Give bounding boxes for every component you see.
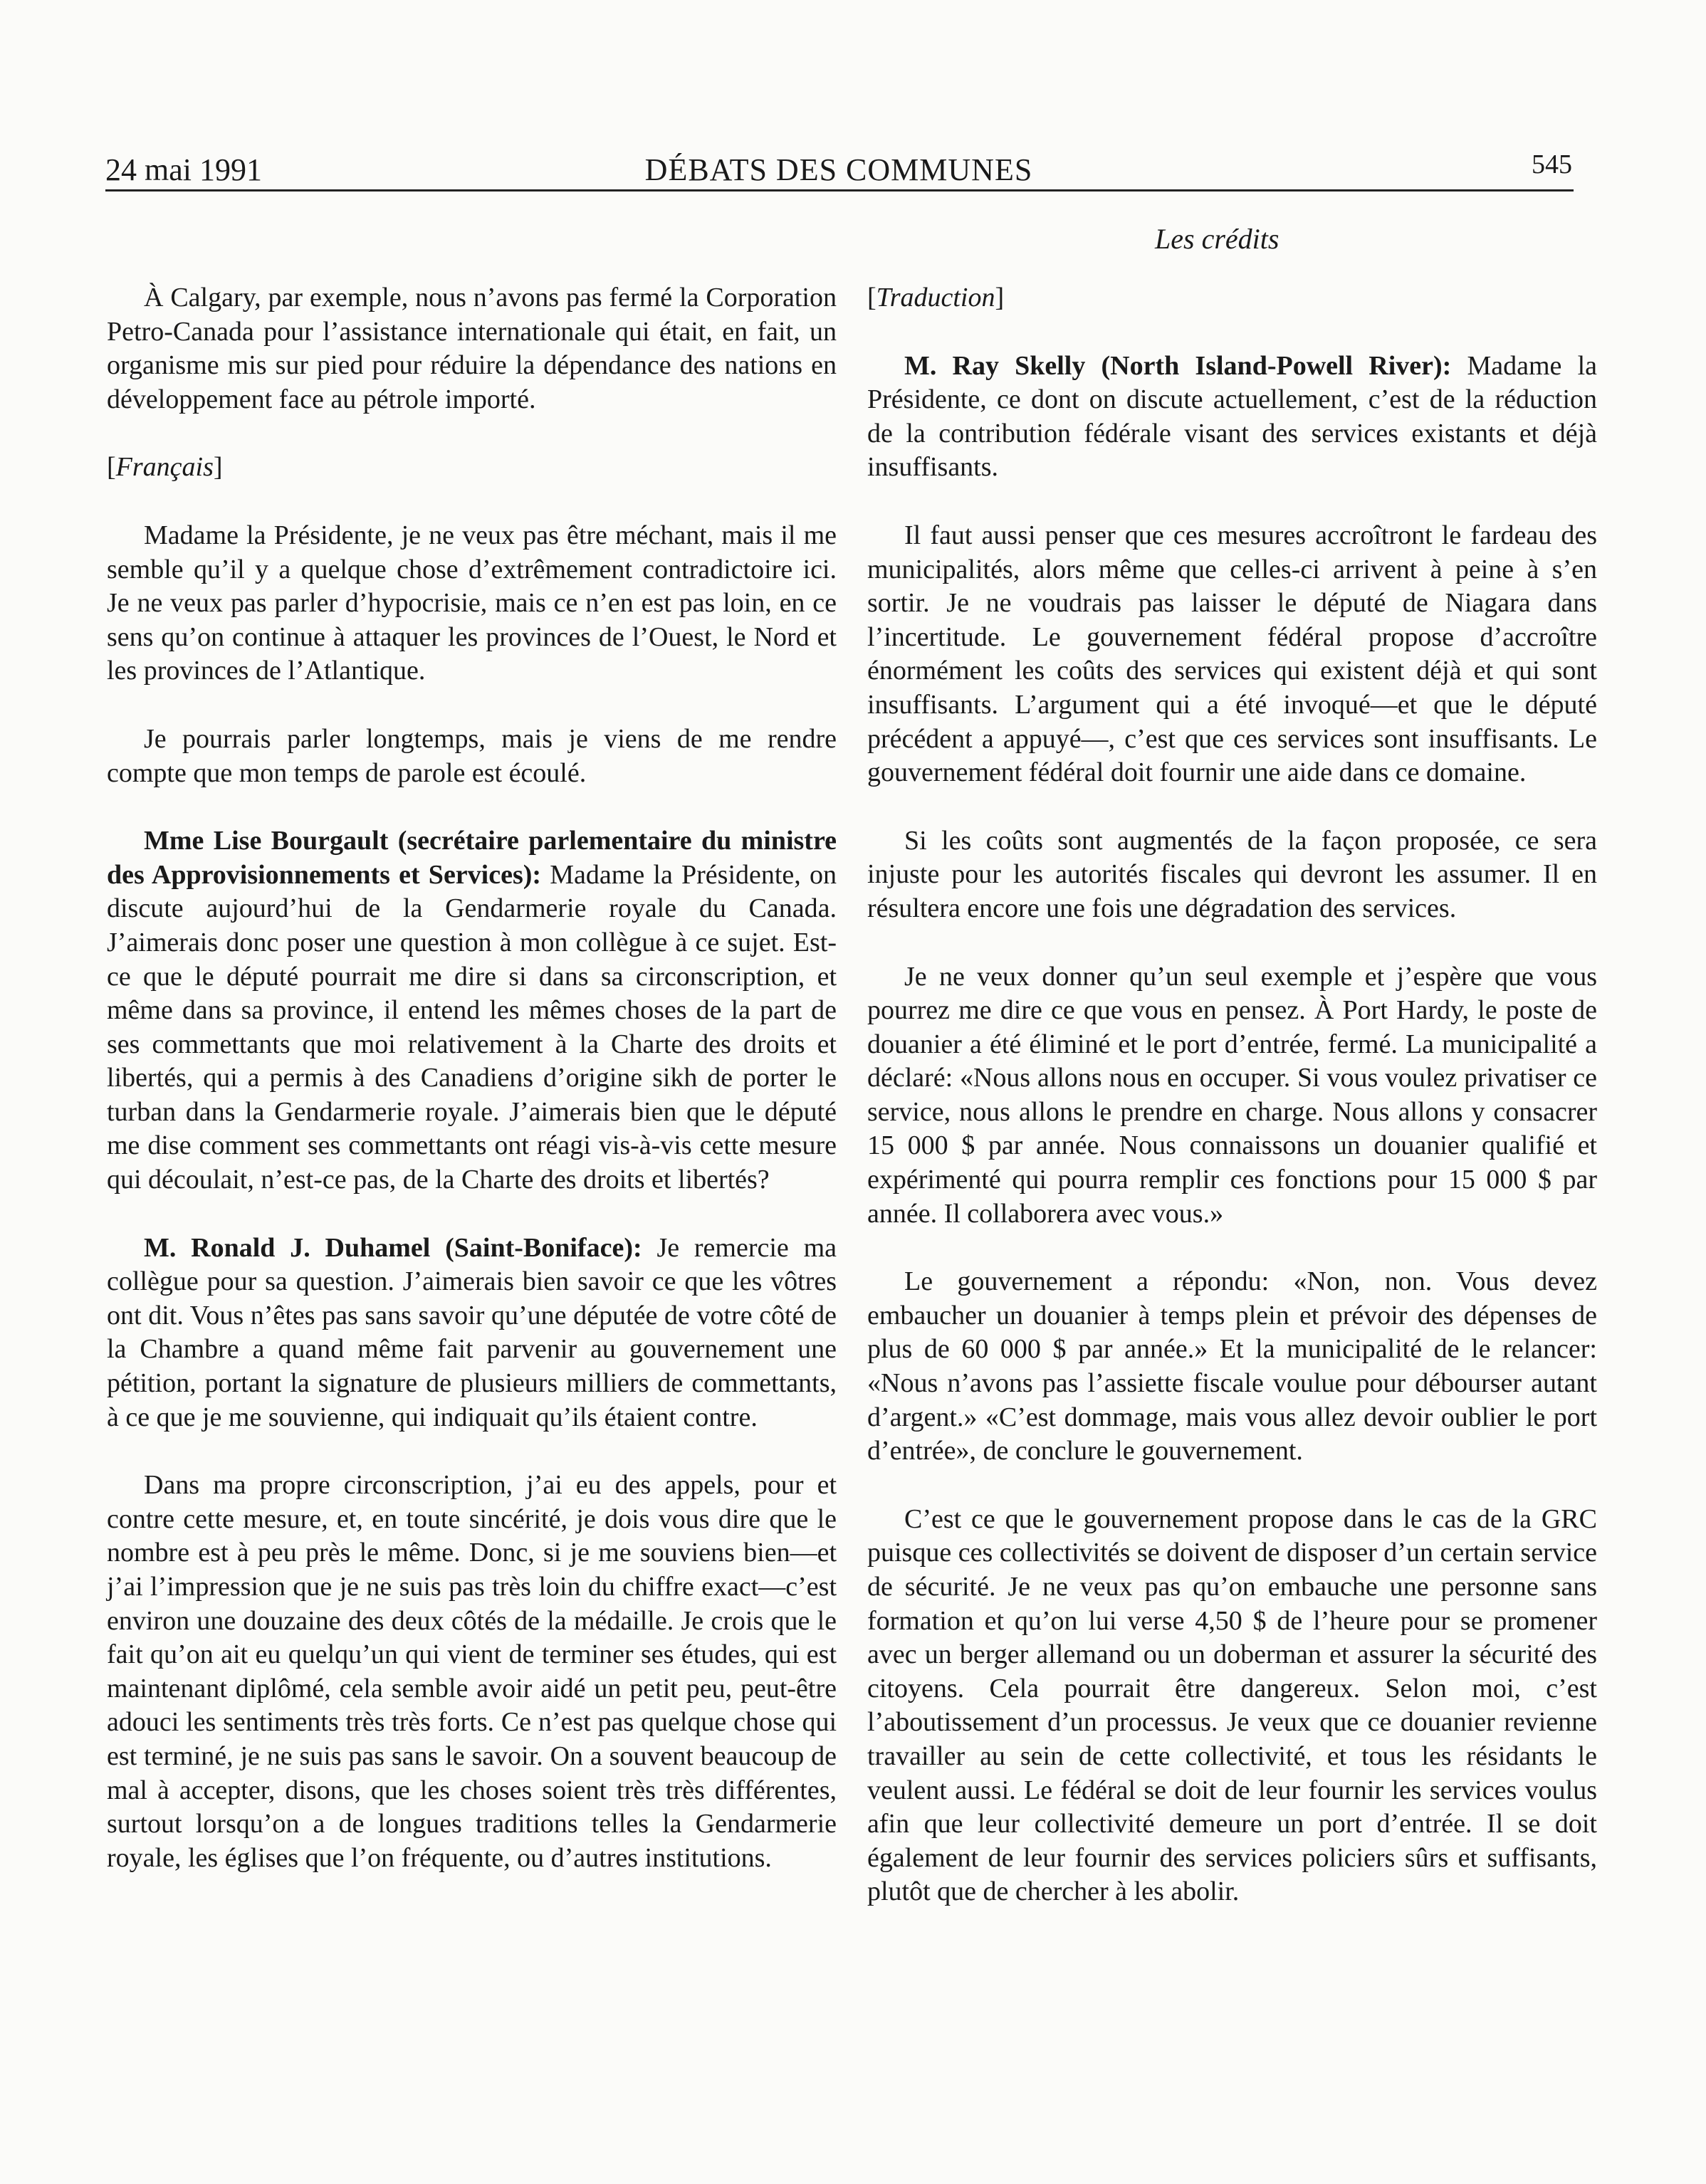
paragraph: Je ne veux donner qu’un seul exemple et j’espère que vous pourrez me dire ce que vous en pensez. À Port Hardy, le poste de douanier a été éliminé et le port d’entrée, fermé. La municipalité a déclaré: «Nous allons nous en occuper. Si vous voulez privatiser ce service, nous allons le prendre en charge. Nous allons y consacrer 15 000 $ par année. Nous connaissons un douanier qualifié et expérimenté qui pourra remplir ces fonctions pour 15 000 $ par année. Il collaborera avec vous.» — [867, 961, 1597, 1229]
paragraph: Dans ma propre circonscription, j’ai eu des appels, pour et contre cette mesure, et, en toute sincérité, je dois vous dire que le nombre est à peu près le même. Donc, si je me souviens bien—et j’ai l’impression que je ne suis pas très loin du chiffre exact—c’est environ une douzaine des deux côtés de la médaille. Je crois que le fait qu’on ait eu quelqu’un qui vient de terminer ses études, qui est maintenant diplômé, cela semble avoir aidé un petit peu, peut-être adouci les sentiments très très forts. Ce n’est pas quelque chose qui est terminé, je ne suis pas sans le savoir. On a souvent beaucoup de mal à accepter, disons, que les choses soient très très différentes, surtout lorsqu’on a de longues traditions telles la Gendarmerie royale, les églises que l’on fréquente, ou d’autres institutions. — [107, 1470, 837, 1873]
language-marker: [Français] — [107, 452, 223, 483]
header-date: 24 mai 1991 — [105, 152, 262, 187]
paragraph: Il faut aussi penser que ces mesures accroîtront le fardeau des municipalités, alors même que celles-ci arrivent à peine à s’en sortir. Je ne voudrais pas laisser le député de Niagara dans l’incertitude. Le gouvernement fédéral propose d’accroître énormément les coûts des services qui existent déjà et qui sont insuffisants. L’argument qui a été invoqué—et que le député précédent a appuyé—, c’est que ces services sont insuffisants. Le gouvernement fédéral doit fournir une aide dans ce domaine. — [867, 520, 1597, 788]
paragraph: Le gouvernement a répondu: «Non, non. Vous devez embaucher un douanier à temps plein et prévoir des dépenses de plus de 60 000 $ par année.» Et la municipalité de le relancer: «Nous n’avons pas l’assiette fiscale voulue pour débourser autant d’argent.» «C’est dommage, mais vous allez devoir oublier le port d’entrée», de conclure le gouvernement. — [867, 1266, 1597, 1466]
right-column — [867, 281, 1597, 1909]
page-header — [105, 146, 1572, 189]
speaker-name: Mme Lise Bourgault (secrétaire parlementaire du ministre des Approvisionnements et Services): — [107, 826, 837, 890]
left-column — [107, 281, 837, 1875]
speaker-name: M. Ray Skelly (North Island-Powell River): — [904, 350, 1452, 381]
speech-paragraph — [107, 824, 837, 1197]
speech-paragraph — [107, 1232, 837, 1435]
paragraph: À Calgary, par exemple, nous n’avons pas fermé la Corporation Petro-Canada pour l’assistance internationale qui était, en fait, un organisme mis sur pied pour réduire la dépendance des nations en développement face au pétrole importé. — [107, 283, 837, 414]
speech-paragraph — [867, 350, 1597, 485]
paragraph: Madame la Présidente, je ne veux pas être méchant, mais il me semble qu’il y a quelque chose d’extrêmement contradictoire ici. Je ne veux pas parler d’hypocrisie, mais ce n’en est pas loin, en ce sens qu’on continue à attaquer les provinces de l’Ouest, le Nord et les provinces de l’Atlantique. — [107, 520, 837, 686]
speech-text: Madame la Présidente, on discute aujourd’hui de la Gendarmerie royale du Canada. J’aimerais donc poser une question à mon collègue à ce sujet. Est-ce que le député pourrait me dire si dans sa circonscription, et même dans sa province, il entend les mêmes choses de la part de ses commettants que moi relativement à la Charte des droits et libertés, qui a permis à des Canadiens d’origine sikh de porter le turban dans la Gendarmerie royale. J’aimerais bien que le député me dise comment ses commettants ont réagi vis-à-vis cette mesure qui découlait, n’est-ce pas, de la Charte des droits et libertés? — [107, 859, 837, 1195]
header-rule — [105, 189, 1574, 191]
header-title: DÉBATS DES COMMUNES — [644, 152, 1033, 187]
paragraph: C’est ce que le gouvernement propose dans le cas de la GRC puisque ces collectivités se doivent de disposer d’un certain service de sécurité. Je ne veux pas qu’on embauche une personne sans formation et qu’on lui verse 4,50 $ de l’heure pour se promener avec un berger allemand ou un doberman et assurer la sécurité des citoyens. Cela pourrait être dangereux. Selon moi, c’est l’aboutissement d’un processus. Je veux que ce douanier revienne travailler au sein de cette collectivité, et tous les résidants le veulent aussi. Le fédéral se doit de leur fournir les services voulus afin que leur collectivité demeure un port d’entrée. Il se doit également de leur fournir des services policiers sûrs et suffisants, plutôt que de chercher à les abolir. — [867, 1503, 1597, 1907]
speech-text: Madame la Présidente, ce dont on discute actuellement, c’est de la réduction de la contribution fédérale visant des services existants et déjà insuffisants. — [867, 350, 1597, 483]
language-label: Traduction — [876, 283, 995, 313]
running-head: Les crédits — [1155, 223, 1280, 255]
language-label: Français — [115, 452, 214, 483]
page-number: 545 — [1532, 149, 1572, 179]
paragraph: Je pourrais parler longtemps, mais je viens de me rendre compte que mon temps de parole est écoulé. — [107, 723, 837, 788]
speaker-name: M. Ronald J. Duhamel (Saint-Boniface): — [144, 1232, 642, 1263]
language-marker: [Traduction] — [867, 283, 1005, 313]
speech-text: Je remercie ma collègue pour sa question. J’aimerais bien savoir ce que les vôtres ont dit. Vous n’êtes pas sans savoir qu’une députée de votre côté de la Chambre a quand même fait parvenir au gouvernement une pétition, portant la signature de plusieurs milliers de commettants, à ce que je me souvienne, qui indiquait qu’ils étaient contre. — [107, 1232, 837, 1432]
paragraph: Si les coûts sont augmentés de la façon proposée, ce sera injuste pour les autorités fiscales qui devront les assumer. Il en résultera encore une fois une dégradation des services. — [867, 825, 1597, 923]
